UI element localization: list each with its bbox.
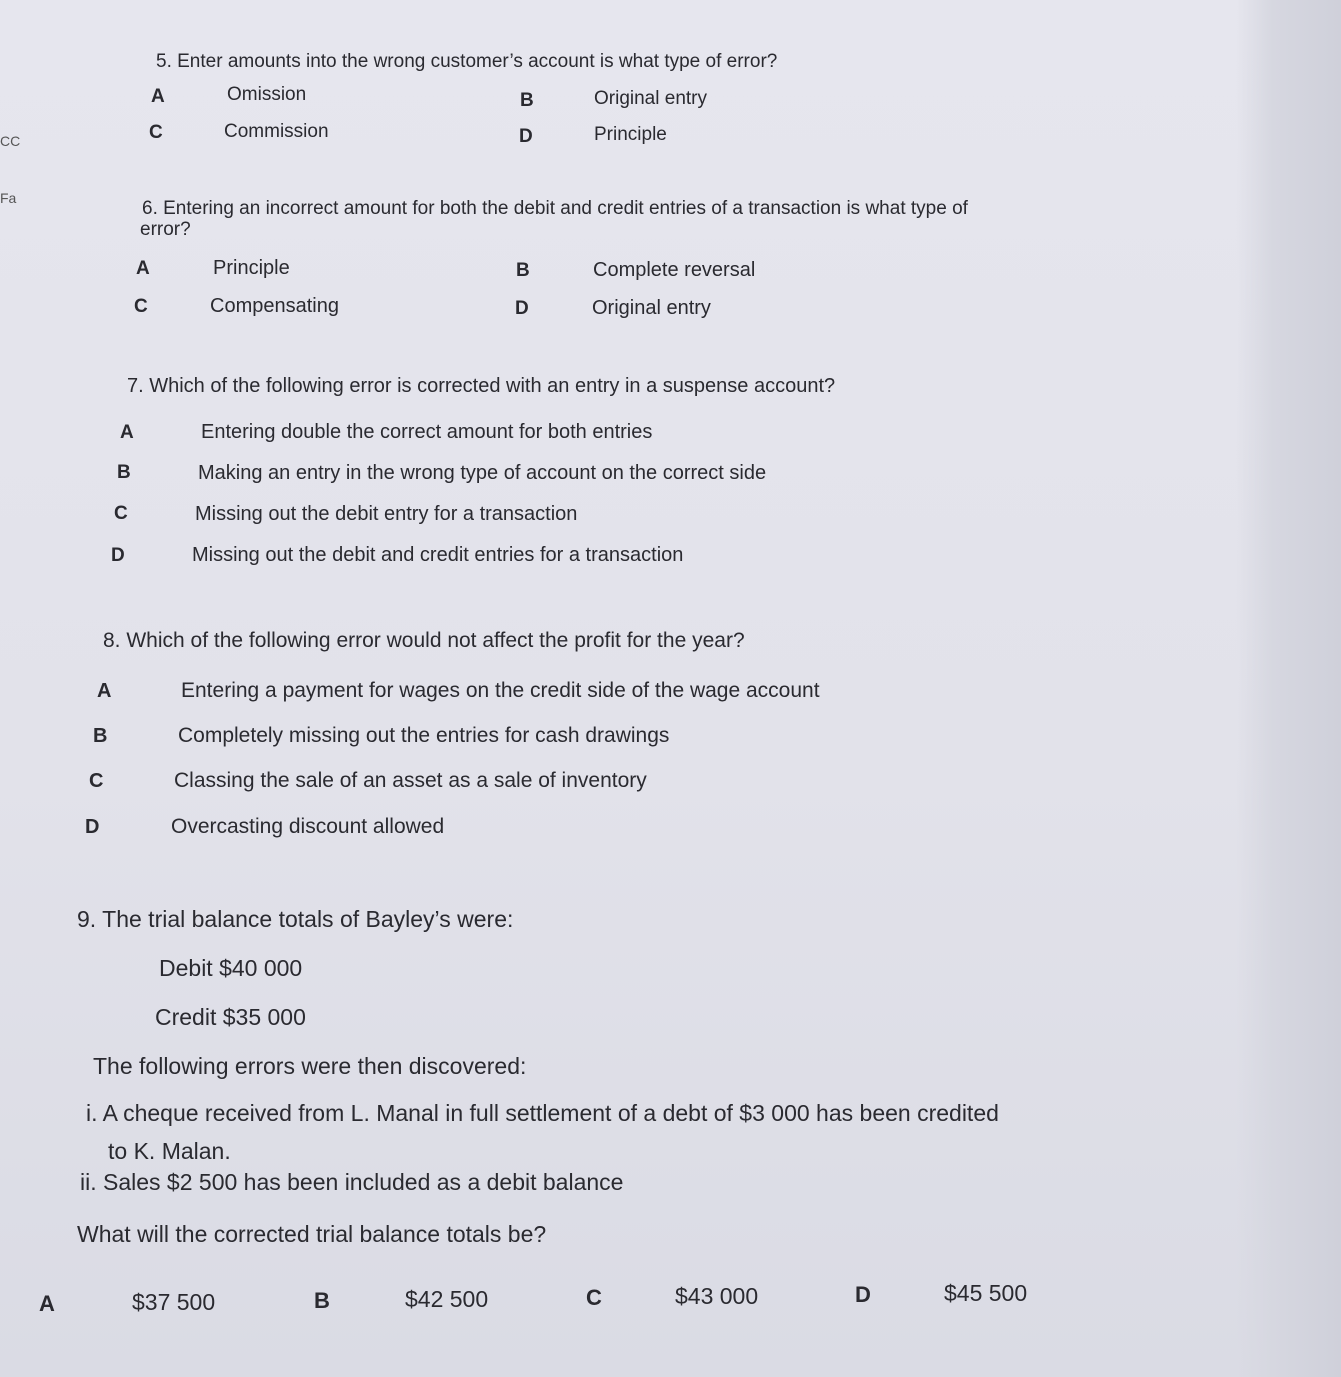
q9-option-b-text: $42 500 <box>405 1286 489 1312</box>
q5-option-b-text: Original entry <box>594 88 707 109</box>
q7-option-a-letter: A <box>120 422 134 443</box>
q9-option-c-text: $43 000 <box>675 1283 759 1309</box>
q8-option-a-text: Entering a payment for wages on the credit side of the wage account <box>181 679 820 702</box>
q8-option-b-letter: B <box>93 725 108 747</box>
q9-debit-total: Debit $40 000 <box>159 955 303 981</box>
q5-option-d-text: Principle <box>594 124 667 145</box>
q5-option-b-letter: B <box>520 90 534 111</box>
q9-errors-intro: The following errors were then discovered: <box>93 1053 527 1079</box>
q6-option-d-text: Original entry <box>592 297 711 319</box>
q9-error-ii: ii. Sales $2 500 has been included as a debit balance <box>80 1169 624 1195</box>
q5-option-c-text: Commission <box>224 121 329 142</box>
margin-fragment-fa: Fa <box>0 190 17 206</box>
q5-option-a-text: Omission <box>227 84 307 105</box>
q6-option-c-letter: C <box>134 296 148 317</box>
q9-option-c-letter: C <box>586 1285 602 1310</box>
paper-edge-shadow <box>1236 0 1341 1377</box>
q8-option-d-text: Overcasting discount allowed <box>171 815 445 838</box>
q9-error-i-line-2: to K. Malan. <box>108 1138 231 1164</box>
q5-option-c-letter: C <box>149 122 163 143</box>
q8-option-c-letter: C <box>89 770 104 792</box>
q7-option-d-text: Missing out the debit and credit entries for a transaction <box>192 544 684 566</box>
q6-option-a-letter: A <box>136 258 150 279</box>
q9-option-d-text: $45 500 <box>944 1280 1028 1306</box>
question-7: 7. Which of the following error is corrected with an entry in a suspense account? <box>127 375 836 397</box>
q9-prompt: What will the corrected trial balance totals be? <box>77 1221 547 1247</box>
question-6-line-1: 6. Entering an incorrect amount for both the debit and credit entries of a transaction is what type of <box>142 198 968 219</box>
q7-option-c-text: Missing out the debit entry for a transaction <box>195 503 578 525</box>
q7-option-c-letter: C <box>114 503 128 524</box>
q9-option-a-letter: A <box>39 1291 55 1316</box>
question-9: 9. The trial balance totals of Bayley’s were: <box>77 906 514 932</box>
q9-option-d-letter: D <box>855 1282 871 1307</box>
q9-error-i-line-1: i. A cheque received from L. Manal in full settlement of a debt of $3 000 has been credited <box>86 1100 999 1126</box>
q6-option-b-text: Complete reversal <box>593 259 756 281</box>
q7-option-b-letter: B <box>117 462 131 483</box>
margin-fragment-cc: CC <box>0 133 21 149</box>
q8-option-a-letter: A <box>97 680 112 702</box>
q6-option-b-letter: B <box>516 260 530 281</box>
q9-option-a-text: $37 500 <box>132 1289 216 1315</box>
q6-option-c-text: Compensating <box>210 295 339 317</box>
q5-option-a-letter: A <box>151 86 165 107</box>
q6-option-a-text: Principle <box>213 257 290 279</box>
question-5: 5. Enter amounts into the wrong customer’s account is what type of error? <box>156 51 778 72</box>
q9-credit-total: Credit $35 000 <box>155 1004 306 1030</box>
q9-option-b-letter: B <box>314 1288 330 1313</box>
q8-option-c-text: Classing the sale of an asset as a sale of inventory <box>174 769 647 792</box>
q7-option-d-letter: D <box>111 545 125 566</box>
question-8: 8. Which of the following error would not affect the profit for the year? <box>103 629 745 652</box>
q7-option-a-text: Entering double the correct amount for both entries <box>201 421 653 443</box>
q8-option-d-letter: D <box>85 816 100 838</box>
q7-option-b-text: Making an entry in the wrong type of account on the correct side <box>198 462 767 484</box>
q5-option-d-letter: D <box>519 126 533 147</box>
q8-option-b-text: Completely missing out the entries for cash drawings <box>178 724 670 747</box>
q6-option-d-letter: D <box>515 298 529 319</box>
question-6-line-2: error? <box>140 219 191 240</box>
